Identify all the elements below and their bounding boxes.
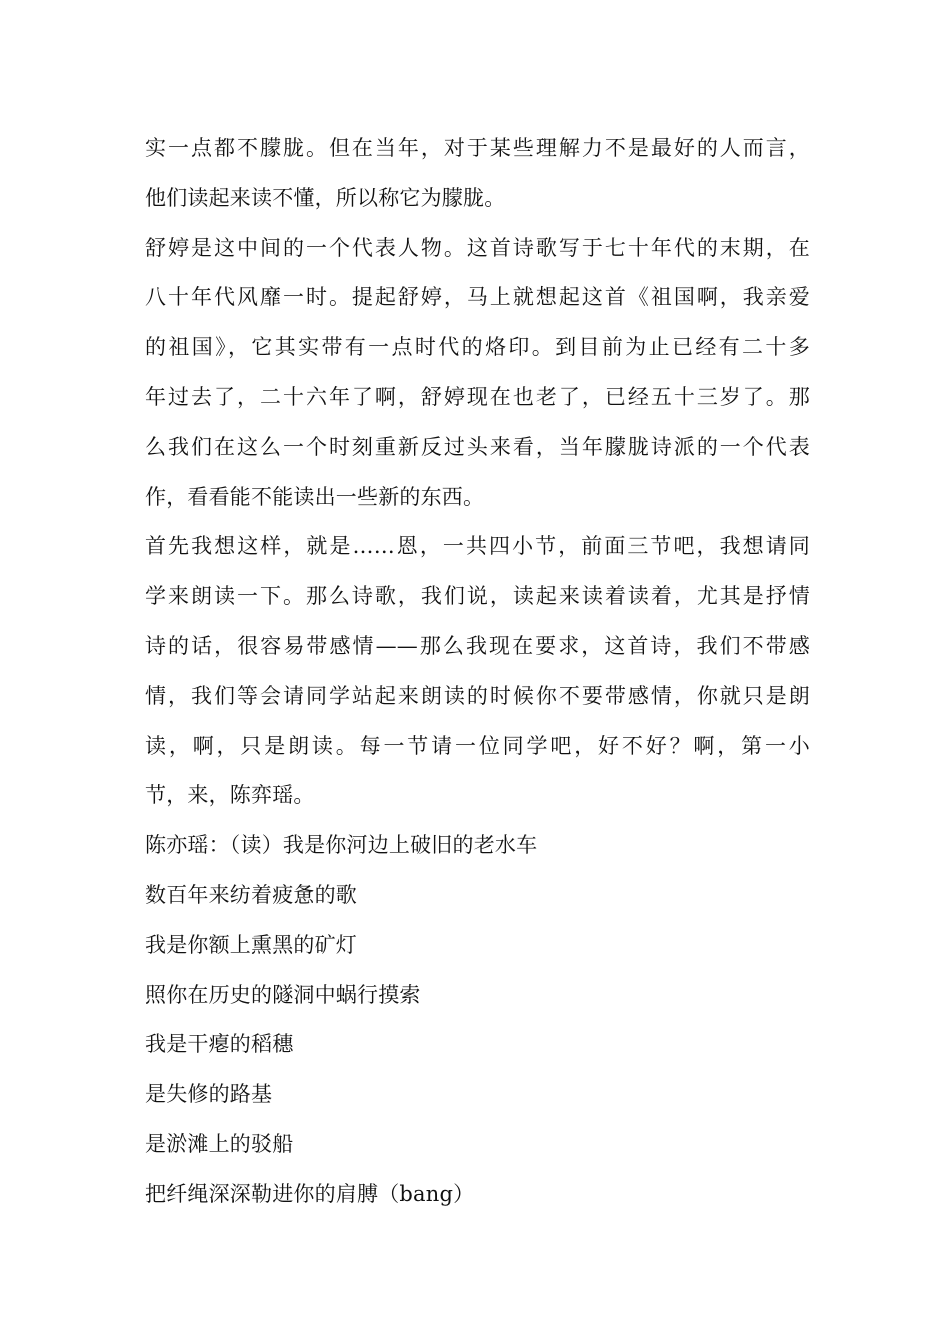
text-line: 我是你额上熏黑的矿灯: [145, 932, 357, 957]
text-line: 是淤滩上的驳船: [145, 1131, 294, 1156]
text-line: 的祖国》，它其实带有一点时代的烙印。到目前为止已经有二十多: [145, 335, 810, 360]
text-line: 首先我想这样，就是……恩，一共四小节，前面三节吧，我想请同: [145, 534, 810, 559]
text-line: 我是干瘪的稻穗: [145, 1032, 294, 1057]
text-line: 他们读起来读不懂，所以称它为朦胧。: [145, 185, 506, 210]
text-line: 实一点都不朦胧。但在当年，对于某些理解力不是最好的人而言，: [145, 136, 810, 160]
text-line: 舒婷是这中间的一个代表人物。这首诗歌写于七十年代的末期，在: [145, 235, 810, 260]
text-line: 学来朗读一下。那么诗歌，我们说，读起来读着读着，尤其是抒情: [145, 584, 810, 609]
text-line: 情，我们等会请同学站起来朗读的时候你不要带感情，你就只是朗: [145, 683, 810, 708]
text-line: 么我们在这么一个时刻重新反过头来看，当年朦胧诗派的一个代表: [145, 434, 810, 459]
document-body: [145, 124, 810, 1220]
text-line: 作，看看能不能读出一些新的东西。: [145, 484, 485, 509]
text-line: 照你在历史的隧洞中蜗行摸索: [145, 982, 421, 1007]
text-line: 读，啊，只是朗读。每一节请一位同学吧，好不好？啊，第一小: [145, 733, 810, 758]
text-line: 把纤绳深深勒进你的肩膊（bang）: [145, 1181, 475, 1206]
text-line: 数百年来纺着疲惫的歌: [145, 882, 357, 907]
text-line: 年过去了，二十六年了啊，舒婷现在也老了，已经五十三岁了。那: [145, 384, 810, 409]
text-line: 八十年代风靡一时。提起舒婷，马上就想起这首《祖国啊，我亲爱: [145, 285, 810, 310]
text-line: 节，来，陈弈瑶。: [145, 783, 315, 808]
text-line: 是失修的路基: [145, 1082, 273, 1107]
text-line: 诗的话，很容易带感情——那么我现在要求，这首诗，我们不带感: [145, 633, 810, 658]
text-line: 陈亦瑶：（读）我是你河边上破旧的老水车: [145, 833, 538, 858]
